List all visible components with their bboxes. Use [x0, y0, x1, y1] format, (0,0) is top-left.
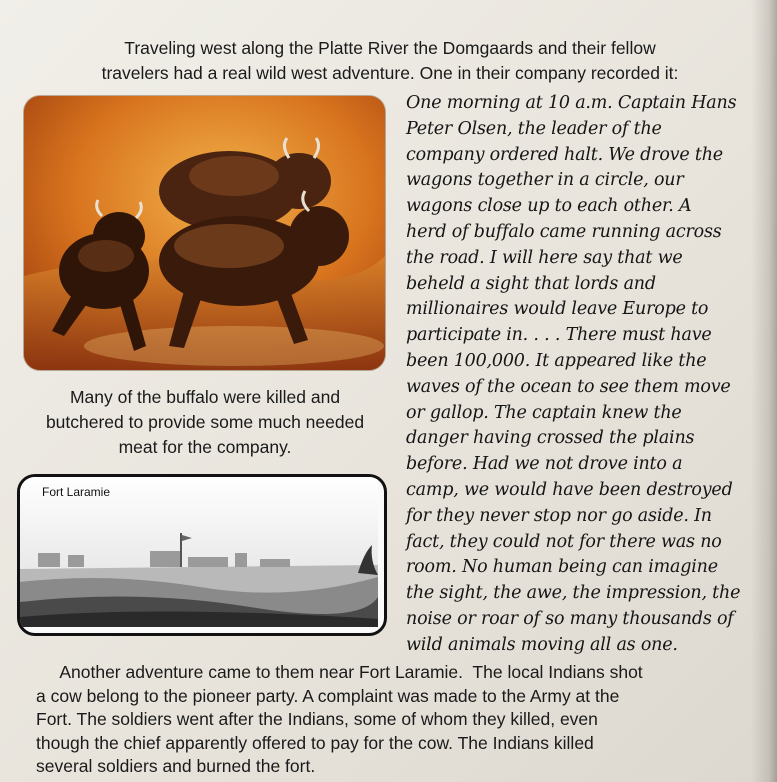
- buffalo-herd-icon: [24, 96, 385, 370]
- journal-line: the sight, the awe, the impression, the: [406, 583, 741, 604]
- journal-line: room. No human being can imagine: [406, 557, 718, 578]
- journal-line: wagons close up to each other. A: [406, 196, 692, 217]
- journal-line: wild animals moving all as one.: [406, 634, 678, 655]
- journal-line: waves of the ocean to see them move: [406, 376, 731, 397]
- journal-line: camp, we would have been destroyed: [406, 479, 733, 500]
- journal-quote: [406, 91, 774, 659]
- journal-line: Peter Olsen, the leader of the: [406, 118, 662, 139]
- closing-paragraph: [36, 661, 756, 779]
- journal-line: the road. I will here say that we: [406, 247, 683, 268]
- journal-line: participate in. . . . There must have: [406, 325, 712, 346]
- journal-line: herd of buffalo came running across: [406, 221, 722, 242]
- journal-line: before. Had we not drove into a: [406, 454, 683, 475]
- journal-line: fact, they could not for there was no: [406, 531, 722, 552]
- intro-line: Traveling west along the Platte River the Domgaards and their fellow: [124, 38, 656, 58]
- intro-paragraph: [60, 36, 720, 86]
- intro-line: travelers had a real wild west adventure. One in their company recorded it:: [101, 63, 679, 83]
- closing-line: Another adventure came to them near Fort Laramie. The local Indians shot: [36, 662, 643, 682]
- caption-line: meat for the company.: [118, 437, 292, 457]
- journal-line: been 100,000. It appeared like the: [406, 350, 707, 371]
- fort-laramie-label: Fort Laramie: [42, 485, 111, 499]
- journal-line: millionaires would leave Europe to: [406, 299, 709, 320]
- buffalo-caption: [40, 385, 370, 460]
- journal-line: beheld a sight that lords and: [406, 273, 656, 294]
- caption-line: Many of the buffalo were killed and: [69, 387, 341, 407]
- journal-line: One morning at 10 a.m. Captain Hans: [406, 93, 737, 113]
- journal-line: or gallop. The captain knew the: [406, 402, 682, 423]
- closing-line: though the chief apparently offered to pay for the cow. The Indians killed: [36, 732, 594, 753]
- journal-line: wagons together in a circle, our: [406, 170, 684, 191]
- caption-line: butchered to provide some much needed: [45, 412, 365, 432]
- fort-laramie-image: [17, 474, 387, 636]
- journal-line: danger having crossed the plains: [406, 428, 695, 449]
- journal-line: noise or roar of so many thousands of: [406, 608, 734, 629]
- closing-line: several soldiers and burned the fort.: [36, 756, 316, 776]
- buffalo-painting: [24, 96, 385, 370]
- closing-line: a cow belong to the pioneer party. A complaint was made to the Army at the: [36, 685, 620, 706]
- journal-line: company ordered halt. We drove the: [406, 144, 723, 165]
- closing-line: Fort. The soldiers went after the Indians, some of whom they killed, even: [36, 709, 598, 729]
- journal-line: for they never stop nor go aside. In: [406, 505, 712, 526]
- fort-sketch-icon: [20, 477, 378, 627]
